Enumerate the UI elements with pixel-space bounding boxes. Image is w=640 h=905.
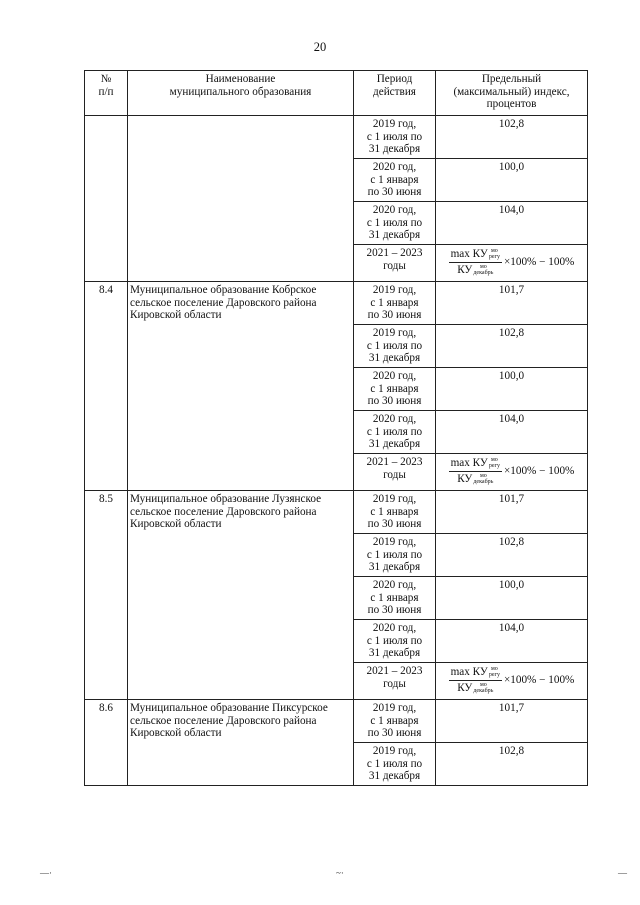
period-cell: 2020 год, с 1 января по 30 июня	[354, 577, 436, 620]
period-cell: 2019 год, с 1 января по 30 июня	[354, 491, 436, 534]
formula-fraction	[449, 457, 502, 485]
period-cell: 2021 – 2023 годы	[354, 454, 436, 491]
formula-denominator: КУ мо декабрь	[457, 681, 494, 695]
table-body	[85, 116, 588, 786]
municipality-name	[128, 116, 354, 282]
header-period: Период действия	[354, 71, 436, 116]
scan-mark-left: —·	[40, 868, 52, 878]
period-cell: 2019 год, с 1 июля по 31 декабря	[354, 116, 436, 159]
index-value-cell: 102,8	[436, 534, 588, 577]
index-formula	[438, 456, 585, 485]
scan-mark-center: ~·	[336, 868, 344, 878]
period-cell: 2019 год, с 1 июля по 31 декабря	[354, 534, 436, 577]
formula-numerator: max КУ мо регу	[449, 666, 502, 681]
formula-multiplier: ×100% − 100%	[503, 464, 575, 477]
table-header-row	[85, 71, 588, 116]
page-number: 20	[313, 40, 327, 54]
period-cell: 2019 год, с 1 января по 30 июня	[354, 282, 436, 325]
header-max-index: Предельный (максимальный) индекс, процентов	[436, 71, 588, 116]
table-row	[85, 700, 588, 743]
index-value-cell: 101,7	[436, 700, 588, 743]
period-cell: 2020 год, с 1 июля по 31 декабря	[354, 411, 436, 454]
formula-multiplier: ×100% − 100%	[503, 255, 575, 268]
index-formula-cell	[436, 245, 588, 282]
index-value-cell: 104,0	[436, 411, 588, 454]
formula-multiplier: ×100% − 100%	[503, 673, 575, 686]
index-value-cell: 104,0	[436, 620, 588, 663]
table-row	[85, 282, 588, 325]
index-value-cell: 101,7	[436, 282, 588, 325]
formula-fraction	[449, 248, 502, 276]
period-cell: 2019 год, с 1 января по 30 июня	[354, 700, 436, 743]
index-value-cell: 100,0	[436, 577, 588, 620]
row-number: 8.6	[85, 700, 128, 786]
header-number: № п/п	[85, 71, 128, 116]
row-number: 8.5	[85, 491, 128, 700]
index-formula	[438, 247, 585, 276]
index-value-cell: 100,0	[436, 368, 588, 411]
period-cell: 2020 год, с 1 июля по 31 декабря	[354, 202, 436, 245]
formula-denominator: КУ мо декабрь	[457, 263, 494, 277]
scan-mark-right: —	[618, 868, 627, 878]
municipality-name: Муниципальное образование Пиксурское сельское поселение Даровского района Кировской области	[128, 700, 354, 786]
index-value-cell: 101,7	[436, 491, 588, 534]
municipality-name: Муниципальное образование Кобрское сельское поселение Даровского района Кировской области	[128, 282, 354, 491]
period-cell: 2020 год, с 1 января по 30 июня	[354, 368, 436, 411]
index-formula-cell	[436, 454, 588, 491]
municipality-name: Муниципальное образование Лузянское сельское поселение Даровского района Кировской области	[128, 491, 354, 700]
index-formula	[438, 665, 585, 694]
index-formula-cell	[436, 663, 588, 700]
index-value-cell: 102,8	[436, 325, 588, 368]
header-municipality-name: Наименование муниципального образования	[128, 71, 354, 116]
table-row	[85, 116, 588, 159]
period-cell: 2020 год, с 1 января по 30 июня	[354, 159, 436, 202]
row-number: 8.4	[85, 282, 128, 491]
scan-marks	[0, 868, 640, 878]
formula-numerator: max КУ мо регу	[449, 457, 502, 472]
formula-denominator: КУ мо декабрь	[457, 472, 494, 486]
index-value-cell: 102,8	[436, 743, 588, 786]
tariff-index-table	[84, 70, 588, 786]
period-cell: 2020 год, с 1 июля по 31 декабря	[354, 620, 436, 663]
period-cell: 2019 год, с 1 июля по 31 декабря	[354, 325, 436, 368]
period-cell: 2019 год, с 1 июля по 31 декабря	[354, 743, 436, 786]
index-value-cell: 104,0	[436, 202, 588, 245]
period-cell: 2021 – 2023 годы	[354, 245, 436, 282]
period-cell: 2021 – 2023 годы	[354, 663, 436, 700]
index-value-cell: 100,0	[436, 159, 588, 202]
index-value-cell: 102,8	[436, 116, 588, 159]
formula-numerator: max КУ мо регу	[449, 248, 502, 263]
row-number	[85, 116, 128, 282]
table-row	[85, 491, 588, 534]
formula-fraction	[449, 666, 502, 694]
